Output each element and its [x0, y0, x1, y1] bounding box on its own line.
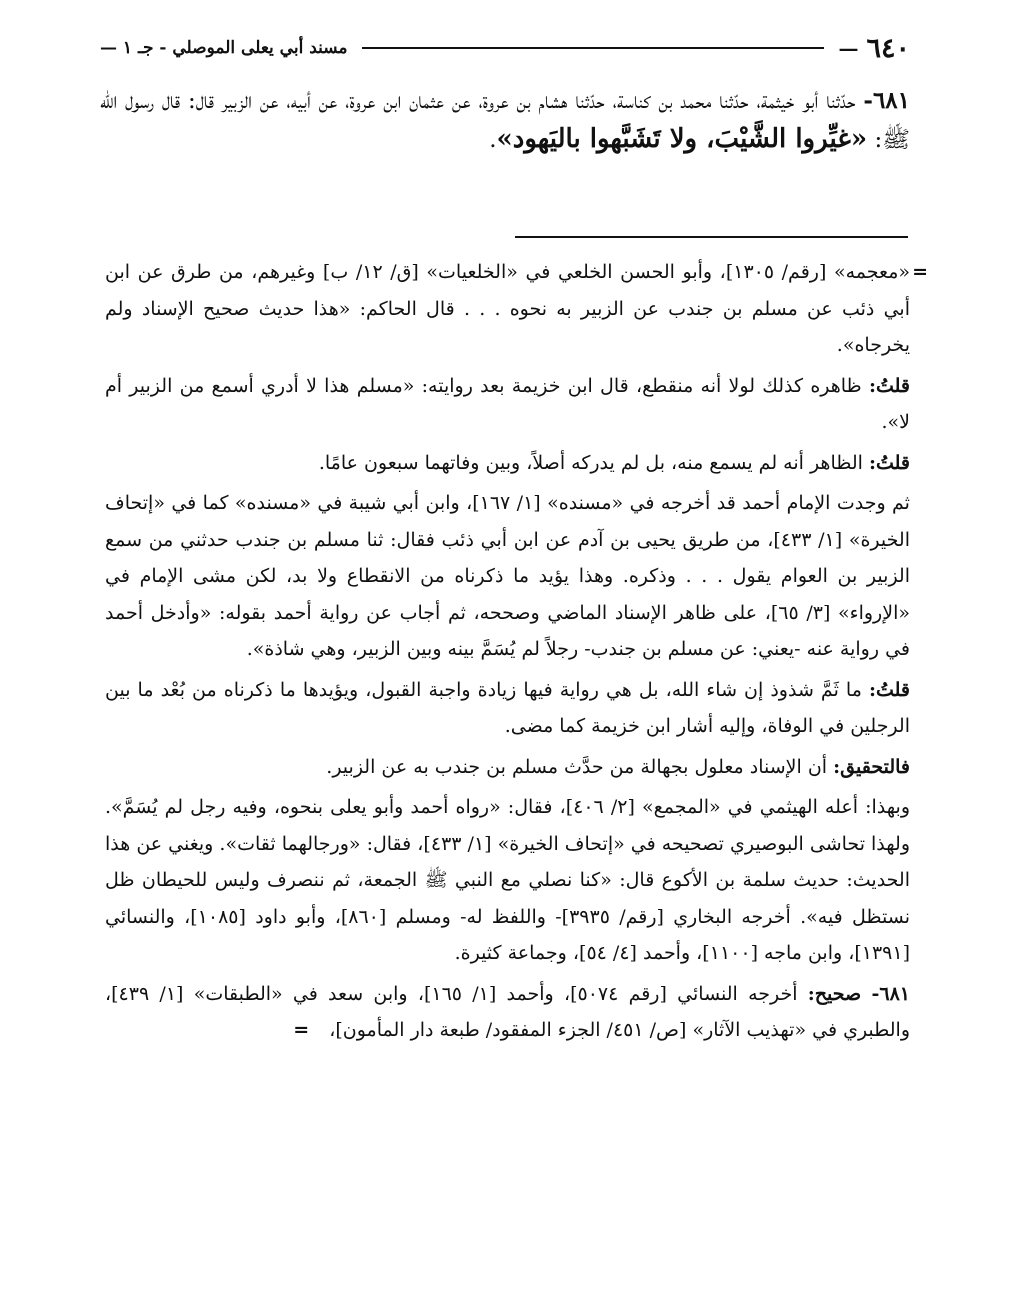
hadith-number: ٦٨١-	[863, 87, 910, 114]
footnote-text: ما ثَمَّ شذوذ إن شاء الله، بل هي رواية فيها زيادة واجبة القبول، ويؤيدها ما ذكرناه من بُعْد ما بين الرجلين في الوفاة، وإليه أشار ابن خزيمة كما مضى.	[105, 678, 910, 737]
footnote-paragraph	[105, 445, 910, 482]
footnote-paragraph	[105, 749, 910, 786]
footnote-text: وبهذا: أعله الهيثمي في «المجمع» [٢/ ٤٠٦]، فقال: «رواه أحمد وأبو يعلى بنحوه، وفيه رجل لم يُسَمَّ». ولهذا تحاشى البوصيري تصحيحه في «إتحاف الخيرة» [١/ ٤٣٣]، فقال: «ورجالهما ثقات». ويغني عن هذا الحديث: حديث سلمة بن الأكوع قال: «كنا نصلي مع النبي ﷺ الجمعة، ثم ننصرف وليس للحيطان ظل نستظل فيه». أخرجه البخاري [رقم/ ٣٩٣٥]- واللفظ له- ومسلم [٨٦٠]، وأبو داود [١٠٨٥]، والنسائي [١٣٩١]، وابن ماجه [١١٠٠]، وأحمد [٤/ ٥٤]، وجماعة كثيرة.	[105, 796, 910, 964]
lead-word: قلتُ:	[868, 374, 910, 397]
footnote-number: ٦٨١-	[871, 982, 910, 1005]
footnote-paragraph	[105, 672, 910, 745]
footnote-text: أن الإسناد معلول بجهالة من حدَّث مسلم بن جندب به عن الزبير.	[326, 755, 828, 778]
hadith-end: .	[489, 127, 497, 153]
footnote-text: ثم وجدت الإمام أحمد قد أخرجه في «مسنده» [١/ ١٦٧]، وابن أبي شيبة في «مسنده» كما في «إتحاف الخيرة» [١/ ٤٣٣]، من طريق يحيى بن آدم عن ابن أبي ذئب فقال: ثنا مسلم بن جندب حدثني من سمع الزبير بن العوام يقول . . . وذكره. وهذا يؤيد ما ذكرناه من الانقطاع ولا بد، لكن مشى الإمام في «الإرواء» [٣/ ٦٥]، على ظاهر الإسناد الماضي وصححه، ثم أجاب عن رواية أحمد بقوله: «وأدخل أحمد في رواية عنه -يعني: عن مسلم بن جندب- رجلاً لم يُسَمَّ بينه وبين الزبير، وهي شاذة».	[105, 492, 910, 660]
lead-word: قلتُ:	[868, 678, 910, 701]
header-rule	[362, 47, 825, 49]
footnotes	[105, 254, 928, 1053]
lead-word: فالتحقيق:	[833, 755, 910, 778]
page-number: ٦٤٠	[866, 32, 910, 64]
footnote-paragraph	[105, 789, 910, 972]
footnote-text: أخرجه النسائي [رقم ٥٠٧٤]، وأحمد [١/ ١٦٥]، وابن سعد في «الطبقات» [١/ ٤٣٩]، والطبري في «تهذيب الآثار» [ص/ ٤٥١/ الجزء المفقود/ طبعة دار المأمون]،	[105, 982, 910, 1041]
footnote-paragraph	[105, 368, 910, 441]
lead-word: صحيح:	[807, 982, 862, 1005]
footnote-text: الظاهر أنه لم يسمع منه، بل لم يدركه أصلاً، وبين وفاتهما سبعون عامًا.	[318, 451, 863, 474]
hadith-text	[100, 82, 910, 159]
header-dash: —	[838, 36, 859, 60]
prophetic-saying: «غيِّروا الشَّيْبَ، ولا تَشَبَّهوا باليَهود»	[496, 124, 868, 154]
running-header	[100, 28, 910, 68]
continuation-mark: =	[912, 261, 928, 283]
continuation-mark-end: =	[293, 1019, 310, 1041]
running-title: مسند أبي يعلى الموصلي - جـ ١ —	[100, 38, 348, 58]
footnote-paragraph	[105, 976, 910, 1049]
footnote-text: «معجمه» [رقم/ ١٣٠٥]، وأبو الحسن الخلعي في «الخلعيات» [ق/ ١٢/ ب] وغيرهم، من طرق عن ابن أبي ذئب عن مسلم بن جندب عن الزبير به نحوه . . . قال الحاكم: «هذا حديث صحيح الإسناد ولم يخرجاه».	[105, 261, 911, 356]
hadith-chain: حدّثنا أبو خيثمة، حدّثنا محمد بن كناسة، حدّثنا هشام بن عروة، عن عثمان ابن عروة، عن أبيه، عن الزبير قال: قال رسول الله ﷺ:	[100, 88, 910, 153]
footnote-paragraph	[105, 254, 928, 364]
footnote-text: ظاهره كذلك لولا أنه منقطع، قال ابن خزيمة بعد روايته: «مسلم هذا لا أدري أسمع من الزبير أم لا».	[105, 374, 910, 433]
footnote-paragraph	[105, 485, 910, 668]
lead-word: قلتُ:	[868, 451, 910, 474]
footnote-separator	[515, 236, 908, 238]
